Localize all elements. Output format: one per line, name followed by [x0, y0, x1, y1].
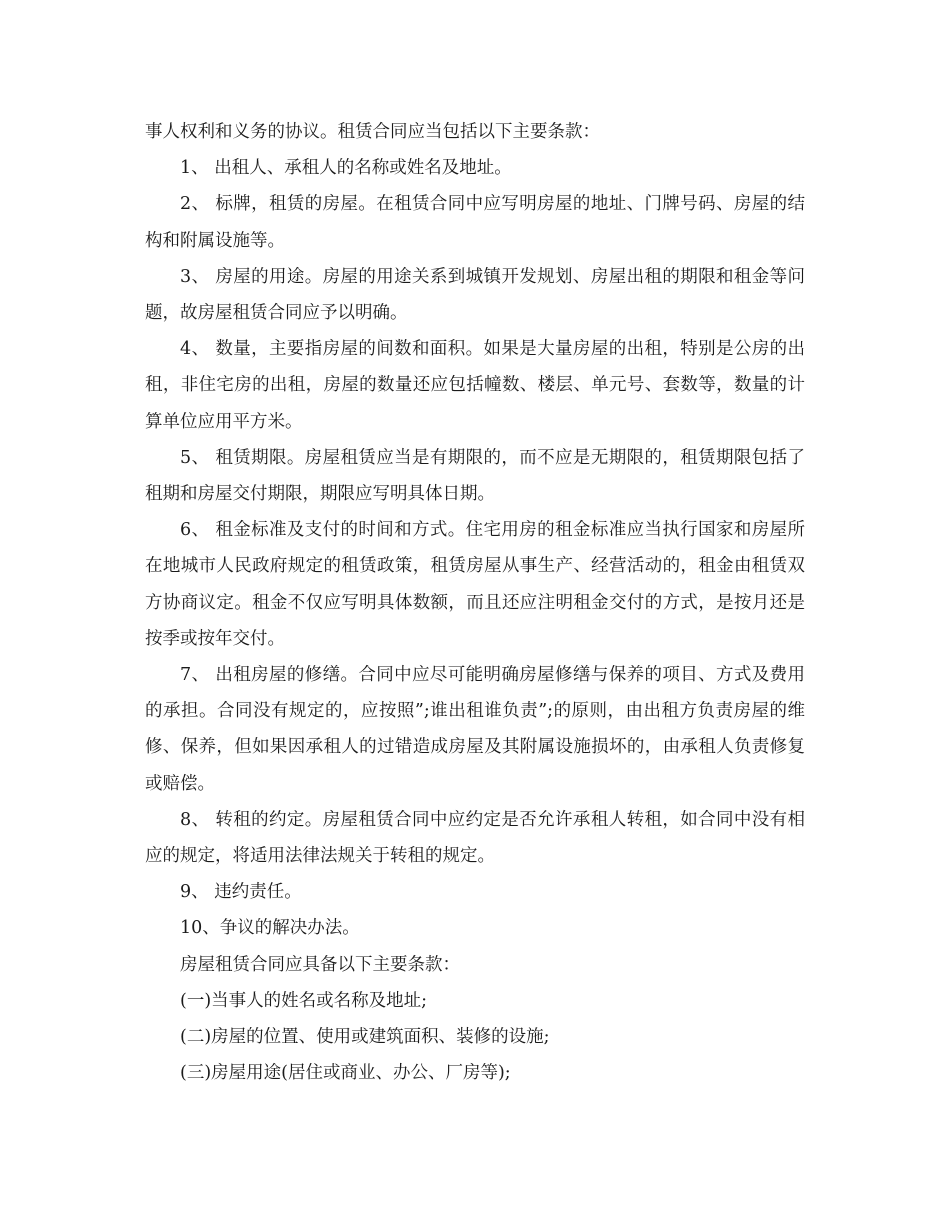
- paragraph-clause-9: 9、 违约责任。: [180, 882, 302, 903]
- paragraph-clause-10: 10、争议的解决办法。: [180, 918, 360, 939]
- paragraph-term-1: (一)当事人的姓名或名称及地址;: [180, 990, 428, 1011]
- paragraph-clause-2: 2、 标牌，租赁的房屋。在租赁合同中应写明房屋的地址、门牌号码、房屋的结构和附属设施等。: [145, 194, 805, 251]
- paragraph-clause-8: 8、 转租的约定。房屋租赁合同中应约定是否允许承租人转租，如合同中没有相应的规定，将适用法律法规关于转租的规定。: [145, 809, 805, 867]
- paragraph-clause-7: 7、 出租房屋的修缮。合同中应尽可能明确房屋修缮与保养的项目、方式及费用的承担。合同没有规定的，应按照”;谁出租谁负责”;的原则，由出租方负责房屋的维修、保养，但如果因承租人的过错造成房屋及其附属设施损坏的，由承租人负责修复或赔偿。: [145, 665, 805, 794]
- paragraph-main-terms-heading: 房屋租赁合同应具备以下主要条款：: [180, 954, 460, 975]
- document-body: [145, 114, 805, 1091]
- paragraph-intro: 事人权利和义务的协议。租赁合同应当包括以下主要条款：: [145, 122, 600, 142]
- paragraph-term-3: (三)房屋用途(居住或商业、办公、厂房等);: [180, 1063, 511, 1084]
- paragraph-clause-5: 5、 租赁期限。房屋租赁应当是有期限的，而不应是无期限的，租赁期限包括了租期和房屋交付期限，期限应写明具体日期。: [145, 447, 805, 505]
- paragraph-clause-3: 3、 房屋的用途。房屋的用途关系到城镇开发规划、房屋出租的期限和租金等问题，故房屋租赁合同应予以明确。: [145, 266, 805, 324]
- paragraph-clause-1: 1、 出租人、承租人的名称或姓名及地址。: [180, 158, 512, 179]
- paragraph-term-2: (二)房屋的位置、使用或建筑面积、装修的设施;: [180, 1027, 550, 1048]
- paragraph-clause-4: 4、 数量，主要指房屋的间数和面积。如果是大量房屋的出租，特别是公房的出租，非住宅房的出租，房屋的数量还应包括幢数、楼层、单元号、套数等，数量的计算单位应用平方米。: [145, 339, 805, 432]
- paragraph-clause-6: 6、 租金标准及支付的时间和方式。住宅用房的租金标准应当执行国家和房屋所在地城市人民政府规定的租赁政策，租赁房屋从事生产、经营活动的，租金由租赁双方协商议定。租金不仅应写明具体数额，而且还应注明租金交付的方式，是按月还是按季或按年交付。: [145, 520, 805, 649]
